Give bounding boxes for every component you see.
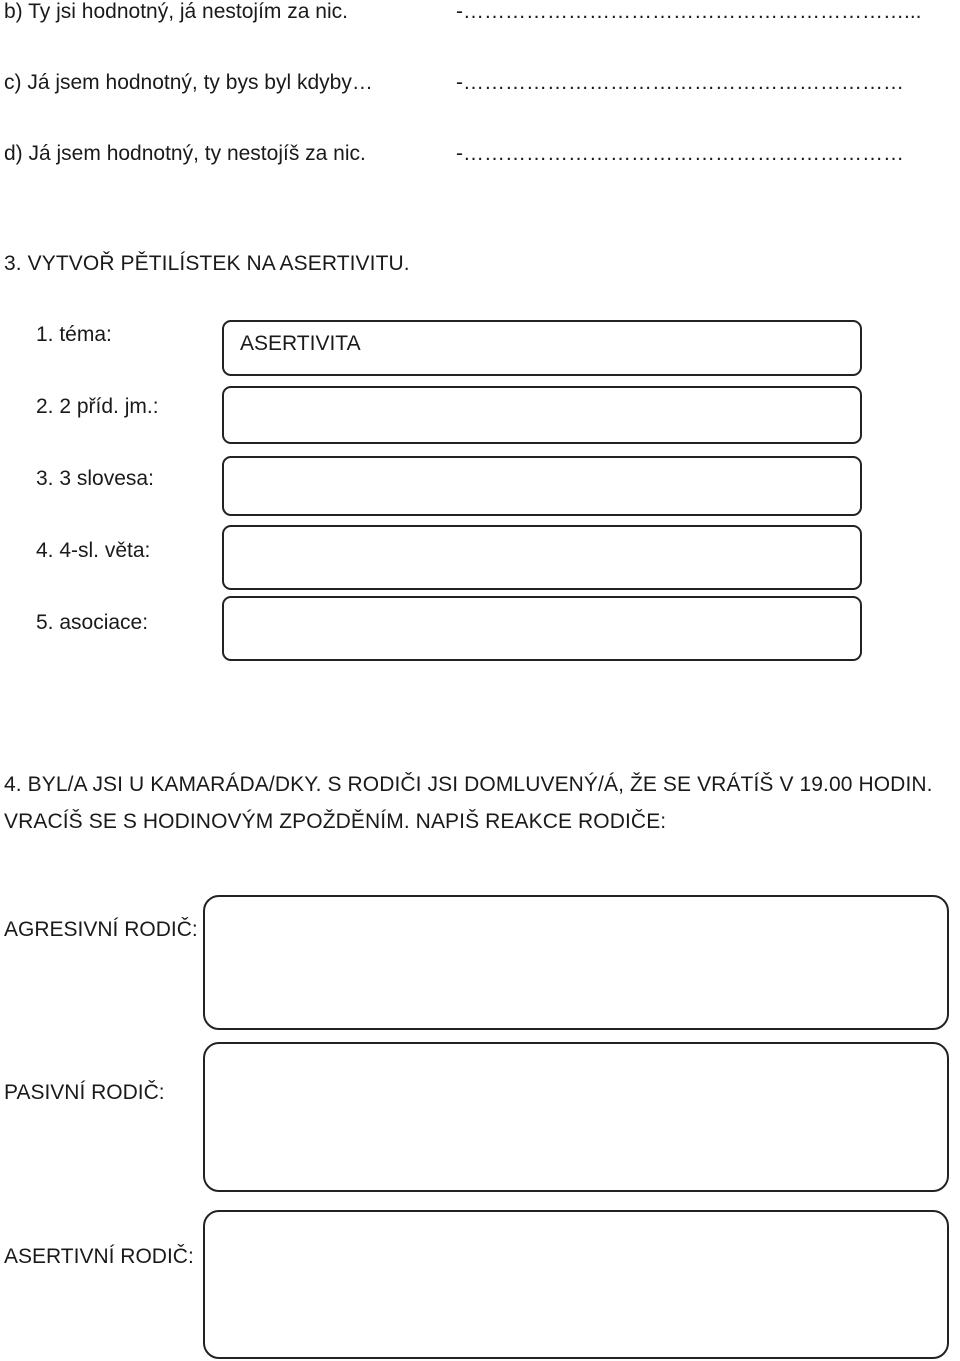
cinquain-association-box[interactable] [222, 596, 862, 661]
statement-c-label: c) Já jsem hodnotný, ty bys byl kdyby… [4, 71, 373, 94]
task3-heading: 3. VYTVOŘ PĚTILÍSTEK NA ASERTIVITU. [4, 252, 410, 275]
task4-instruction-line1: 4. BYL/A JSI U KAMARÁDA/DKY. S RODIČI JSI DOMLUVENÝ/Á, ŽE SE VRÁTÍŠ V 19.00 HODIN. [4, 773, 933, 796]
cinquain-label-verbs: 3. 3 slovesa: [36, 467, 154, 490]
statement-b-label: b) Ty jsi hodnotný, já nestojím za nic. [4, 0, 348, 23]
statement-c-answer-line[interactable]: -……………………………………………………… [456, 71, 904, 94]
assertive-parent-box[interactable] [203, 1210, 949, 1359]
parent-label-passive: PASIVNÍ RODIČ: [4, 1081, 165, 1104]
cinquain-adjectives-box[interactable] [222, 386, 862, 444]
cinquain-label-adjectives: 2. 2 příd. jm.: [36, 395, 159, 418]
cinquain-topic-box[interactable] [222, 320, 862, 376]
statement-d-label: d) Já jsem hodnotný, ty nestojíš za nic. [4, 142, 366, 165]
task4-instruction-line2: VRACÍŠ SE S HODINOVÝM ZPOŽDĚNÍM. NAPIŠ REAKCE RODIČE: [4, 810, 667, 833]
parent-label-assertive: ASERTIVNÍ RODIČ: [4, 1245, 194, 1268]
cinquain-label-sentence: 4. 4-sl. věta: [36, 539, 151, 562]
aggressive-parent-box[interactable] [203, 895, 949, 1030]
cinquain-topic-value: ASERTIVITA [240, 332, 361, 355]
passive-parent-box[interactable] [203, 1042, 949, 1192]
cinquain-label-association: 5. asociace: [36, 611, 149, 634]
cinquain-label-topic: 1. téma: [36, 323, 112, 346]
statement-b-answer-line[interactable]: -………………………………………………………... [456, 0, 922, 23]
cinquain-verbs-box[interactable] [222, 456, 862, 516]
parent-label-aggressive: AGRESIVNÍ RODIČ: [4, 918, 198, 941]
cinquain-sentence-box[interactable] [222, 525, 862, 590]
statement-d-answer-line[interactable]: -……………………………………………………… [456, 142, 904, 165]
